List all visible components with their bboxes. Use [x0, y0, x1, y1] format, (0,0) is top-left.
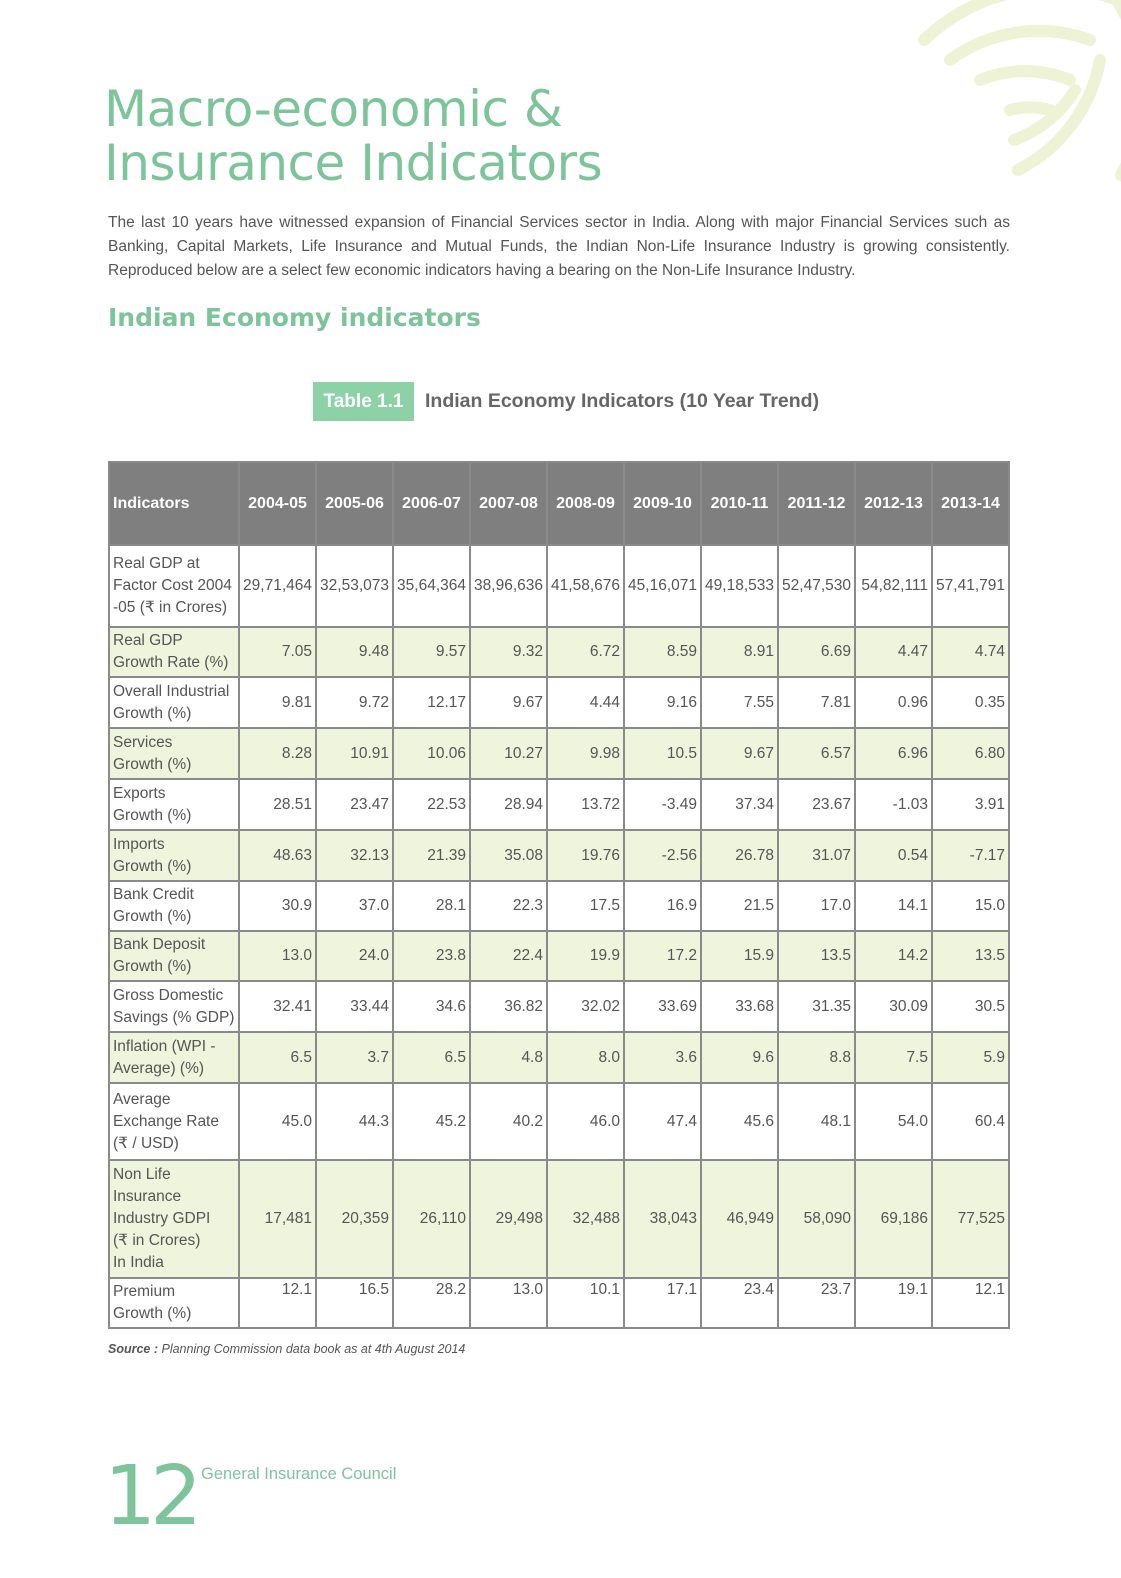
table-cell-value: 52,47,530 — [778, 545, 855, 627]
table-cell-value: 40.2 — [470, 1083, 547, 1160]
page-title-line-1: Macro-economic & — [104, 80, 563, 138]
table-cell-value: 45.0 — [239, 1083, 316, 1160]
table-cell-value: 54,82,111 — [855, 545, 932, 627]
column-header-year: 2006-07 — [393, 462, 470, 545]
table-cell-value: 3.7 — [316, 1032, 393, 1083]
table-cell-value: 37.34 — [701, 779, 778, 830]
table-cell-value: 54.0 — [855, 1083, 932, 1160]
table-cell-value: 3.91 — [932, 779, 1009, 830]
indicator-label-line: Average — [113, 1090, 171, 1108]
table-cell-value: 6.5 — [239, 1032, 316, 1083]
table-cell-value: 17.5 — [547, 881, 624, 931]
indicator-label-line: Exchange Rate — [113, 1112, 219, 1130]
table-cell-value: 9.6 — [701, 1032, 778, 1083]
table-row — [109, 545, 1009, 627]
indicator-label-line: Gross Domestic — [113, 986, 224, 1004]
table-cell-value: 6.69 — [778, 627, 855, 677]
table-cell-value: 16.9 — [624, 881, 701, 931]
column-header-year: 2010-11 — [701, 462, 778, 545]
table-cell-value: 6.5 — [393, 1032, 470, 1083]
source-text: Planning Commission data book as at 4th August 2014 — [158, 1342, 466, 1356]
table-cell-value: 32.41 — [239, 981, 316, 1032]
page-title — [104, 82, 602, 190]
indicator-label — [109, 677, 239, 728]
table-cell-value: 30.09 — [855, 981, 932, 1032]
table-cell-value: 26.78 — [701, 830, 778, 881]
table-cell-value: 29,71,464 — [239, 545, 316, 627]
indicator-label-line: Growth Rate (%) — [113, 654, 229, 671]
column-header-year: 2005-06 — [316, 462, 393, 545]
table-cell-value: 22.53 — [393, 779, 470, 830]
column-header-year: 2008-09 — [547, 462, 624, 545]
indicator-label-line: Growth (%) — [113, 958, 192, 975]
indicator-label-line: Growth (%) — [113, 908, 192, 925]
table-cell-value: 45.2 — [393, 1083, 470, 1160]
indicator-label-line: Growth (%) — [113, 704, 192, 722]
indicator-label-line: -05 (₹ in Crores) — [113, 599, 228, 616]
table-caption-text: Indian Economy Indicators (10 Year Trend) — [425, 390, 820, 412]
table-cell-value: 10.5 — [624, 728, 701, 779]
table-cell-value: 33.68 — [701, 981, 778, 1032]
indicator-label — [109, 545, 239, 627]
table-cell-value: 29,498 — [470, 1160, 547, 1278]
indicator-label-line: Non Life — [113, 1166, 171, 1183]
indicator-label-line: Premium — [113, 1283, 176, 1300]
table-cell-value: 77,525 — [932, 1160, 1009, 1278]
table-cell-value: 10.06 — [393, 728, 470, 779]
table-cell-value: 9.81 — [239, 677, 316, 728]
table-cell-value: 21.5 — [701, 881, 778, 931]
table-cell-value: 23.47 — [316, 779, 393, 830]
table-cell-value: 45,16,071 — [624, 545, 701, 627]
table-cell-value: 10.27 — [470, 728, 547, 779]
table-cell-value: -2.56 — [624, 830, 701, 881]
table-row — [109, 779, 1009, 830]
table-cell-value: 44.3 — [316, 1083, 393, 1160]
table-row — [109, 931, 1009, 981]
column-header-year: 2013-14 — [932, 462, 1009, 545]
table-cell-value: 10.91 — [316, 728, 393, 779]
indicator-label-line: (₹ / USD) — [113, 1134, 179, 1152]
table-row — [109, 830, 1009, 881]
indicator-label-line: Imports — [113, 835, 165, 853]
page-title-line-2: Insurance Indicators — [104, 134, 603, 192]
table-cell-value: 9.72 — [316, 677, 393, 728]
table-cell-value: 17.2 — [624, 931, 701, 981]
table-cell-value: 3.6 — [624, 1032, 701, 1083]
indicator-label — [109, 1160, 239, 1278]
table-cell-value: 9.67 — [470, 677, 547, 728]
table-cell-value: 31.35 — [778, 981, 855, 1032]
table-cell-value: 8.91 — [701, 627, 778, 677]
column-header-year: 2009-10 — [624, 462, 701, 545]
table-cell-value: -1.03 — [855, 779, 932, 830]
table-cell-value: 47.4 — [624, 1083, 701, 1160]
indicator-label — [109, 1083, 239, 1160]
table-cell-value: 24.0 — [316, 931, 393, 981]
indicator-label-line: Exports — [113, 784, 166, 802]
table-number-tag: Table 1.1 — [313, 382, 414, 421]
table-cell-value: 23.8 — [393, 931, 470, 981]
table-cell-value: 46.0 — [547, 1083, 624, 1160]
table-cell-value: 16.5 — [316, 1278, 393, 1328]
table-cell-value: 6.96 — [855, 728, 932, 779]
table-cell-value: 5.9 — [932, 1032, 1009, 1083]
table-cell-value: 23.4 — [701, 1278, 778, 1328]
table-cell-value: 30.9 — [239, 881, 316, 931]
indicator-label — [109, 779, 239, 830]
indicator-label-line: In India — [113, 1254, 164, 1271]
table-cell-value: 0.54 — [855, 830, 932, 881]
table-cell-value: 4.44 — [547, 677, 624, 728]
intro-paragraph: The last 10 years have witnessed expansion of Financial Services sector in India. Along with major Financial Services such as Banking, Capital Markets, Life Insurance and Mutual Funds, the Indian Non-Life Insurance Industry is growing consistently. Reproduced below are a select few economic indicators having a bearing on the Non-Life Insurance Industry. — [108, 214, 1010, 279]
table-cell-value: 48.63 — [239, 830, 316, 881]
source-label: Source : — [108, 1342, 159, 1356]
table-row — [109, 1083, 1009, 1160]
table-cell-value: 58,090 — [778, 1160, 855, 1278]
table-cell-value: 7.81 — [778, 677, 855, 728]
indicator-label — [109, 1032, 239, 1083]
table-cell-value: 45.6 — [701, 1083, 778, 1160]
indicator-label-line: Bank Deposit — [113, 936, 206, 953]
table-cell-value: 6.72 — [547, 627, 624, 677]
table-cell-value: 12.1 — [239, 1278, 316, 1328]
table-row — [109, 627, 1009, 677]
table-cell-value: 28.51 — [239, 779, 316, 830]
indicator-label-line: (₹ in Crores) — [113, 1232, 201, 1249]
indicator-label-line: Real GDP at — [113, 555, 200, 572]
table-cell-value: 13.0 — [239, 931, 316, 981]
table-cell-value: 22.4 — [470, 931, 547, 981]
indicator-label-line: Industry GDPI — [113, 1210, 211, 1227]
table-cell-value: 12.1 — [932, 1278, 1009, 1328]
table-caption — [313, 382, 819, 421]
column-header-year: 2004-05 — [239, 462, 316, 545]
table-cell-value: 10.1 — [547, 1278, 624, 1328]
indicator-label-line: Services — [113, 733, 173, 751]
table-cell-value: 22.3 — [470, 881, 547, 931]
table-cell-value: 30.5 — [932, 981, 1009, 1032]
table-row — [109, 677, 1009, 728]
table-cell-value: 17.0 — [778, 881, 855, 931]
indicator-label — [109, 981, 239, 1032]
table-cell-value: 7.05 — [239, 627, 316, 677]
table-cell-value: 8.8 — [778, 1032, 855, 1083]
table-cell-value: 60.4 — [932, 1083, 1009, 1160]
table-cell-value: 32,53,073 — [316, 545, 393, 627]
table-cell-value: 48.1 — [778, 1083, 855, 1160]
table-cell-value: 20,359 — [316, 1160, 393, 1278]
table-cell-value: 41,58,676 — [547, 545, 624, 627]
table-cell-value: 9.16 — [624, 677, 701, 728]
table-cell-value: 21.39 — [393, 830, 470, 881]
table-cell-value: 9.32 — [470, 627, 547, 677]
table-cell-value: 28.1 — [393, 881, 470, 931]
indicator-label-line: Average) (%) — [113, 1059, 205, 1077]
table-cell-value: 36.82 — [470, 981, 547, 1032]
column-header-year: 2007-08 — [470, 462, 547, 545]
footer-publisher: General Insurance Council — [201, 1465, 397, 1483]
table-cell-value: 8.59 — [624, 627, 701, 677]
page-number: 12 — [104, 1449, 197, 1544]
table-cell-value: 38,96,636 — [470, 545, 547, 627]
table-cell-value: 9.67 — [701, 728, 778, 779]
indicator-label-line: Growth (%) — [113, 857, 192, 875]
table-cell-value: 14.1 — [855, 881, 932, 931]
table-row — [109, 981, 1009, 1032]
table-cell-value: 35,64,364 — [393, 545, 470, 627]
indicator-label-line: Growth (%) — [113, 755, 192, 773]
table-body — [109, 545, 1009, 1328]
table-cell-value: 38,043 — [624, 1160, 701, 1278]
table-row — [109, 881, 1009, 931]
table-cell-value: 6.80 — [932, 728, 1009, 779]
table-cell-value: 6.57 — [778, 728, 855, 779]
table-cell-value: 33.44 — [316, 981, 393, 1032]
indicator-label-line: Growth (%) — [113, 806, 192, 824]
indicator-label-line: Savings (% GDP) — [113, 1008, 235, 1026]
table-cell-value: 9.98 — [547, 728, 624, 779]
table-cell-value: 33.69 — [624, 981, 701, 1032]
source-note — [108, 1342, 465, 1356]
table-cell-value: 7.55 — [701, 677, 778, 728]
table-cell-value: 8.0 — [547, 1032, 624, 1083]
table-cell-value: 28.94 — [470, 779, 547, 830]
indicator-label — [109, 728, 239, 779]
table-cell-value: -3.49 — [624, 779, 701, 830]
table-header-row — [109, 462, 1009, 545]
table-cell-value: 7.5 — [855, 1032, 932, 1083]
table-row — [109, 1278, 1009, 1328]
table-cell-value: 32,488 — [547, 1160, 624, 1278]
table-row — [109, 1160, 1009, 1278]
table-cell-value: 15.0 — [932, 881, 1009, 931]
table-cell-value: 17.1 — [624, 1278, 701, 1328]
table-cell-value: 12.17 — [393, 677, 470, 728]
section-title: Indian Economy indicators — [108, 303, 481, 332]
table-cell-value: 9.57 — [393, 627, 470, 677]
table-cell-value: 35.08 — [470, 830, 547, 881]
table-cell-value: 28.2 — [393, 1278, 470, 1328]
table-cell-value: 4.8 — [470, 1032, 547, 1083]
table-cell-value: 14.2 — [855, 931, 932, 981]
table-cell-value: 31.07 — [778, 830, 855, 881]
table-cell-value: 13.0 — [470, 1278, 547, 1328]
indicator-label — [109, 1278, 239, 1328]
table-cell-value: 9.48 — [316, 627, 393, 677]
indicator-label — [109, 830, 239, 881]
table-cell-value: 0.35 — [932, 677, 1009, 728]
indicator-label-line: Bank Credit — [113, 886, 194, 903]
table-cell-value: 4.74 — [932, 627, 1009, 677]
table-cell-value: 34.6 — [393, 981, 470, 1032]
indicator-label-line: Real GDP — [113, 632, 183, 649]
table-cell-value: 57,41,791 — [932, 545, 1009, 627]
table-cell-value: 19.76 — [547, 830, 624, 881]
indicator-label — [109, 627, 239, 677]
indicator-label-line: Insurance — [113, 1188, 182, 1205]
table-row — [109, 1032, 1009, 1083]
indicator-label-line: Growth (%) — [113, 1305, 192, 1322]
table-cell-value: 13.72 — [547, 779, 624, 830]
table-cell-value: 15.9 — [701, 931, 778, 981]
table-cell-value: 4.47 — [855, 627, 932, 677]
indicator-label — [109, 931, 239, 981]
table-cell-value: 8.28 — [239, 728, 316, 779]
table-cell-value: 13.5 — [778, 931, 855, 981]
indicators-table — [108, 461, 1010, 1329]
indicator-label-line: Overall Industrial — [113, 682, 230, 700]
table-cell-value: 49,18,533 — [701, 545, 778, 627]
indicator-label — [109, 881, 239, 931]
table-cell-value: 37.0 — [316, 881, 393, 931]
indicator-label-line: Inflation (WPI - — [113, 1037, 216, 1055]
table-row — [109, 728, 1009, 779]
column-header-year: 2011-12 — [778, 462, 855, 545]
table-cell-value: 19.9 — [547, 931, 624, 981]
column-header-indicators: Indicators — [109, 462, 239, 545]
table-cell-value: 13.5 — [932, 931, 1009, 981]
table-cell-value: -7.17 — [932, 830, 1009, 881]
table-cell-value: 17,481 — [239, 1160, 316, 1278]
table-cell-value: 0.96 — [855, 677, 932, 728]
table-cell-value: 69,186 — [855, 1160, 932, 1278]
column-header-year: 2012-13 — [855, 462, 932, 545]
table-cell-value: 23.67 — [778, 779, 855, 830]
table-cell-value: 46,949 — [701, 1160, 778, 1278]
table-cell-value: 26,110 — [393, 1160, 470, 1278]
table-cell-value: 32.13 — [316, 830, 393, 881]
indicator-label-line: Factor Cost 2004 — [113, 577, 232, 594]
table-cell-value: 23.7 — [778, 1278, 855, 1328]
table-cell-value: 32.02 — [547, 981, 624, 1032]
table-cell-value: 19.1 — [855, 1278, 932, 1328]
